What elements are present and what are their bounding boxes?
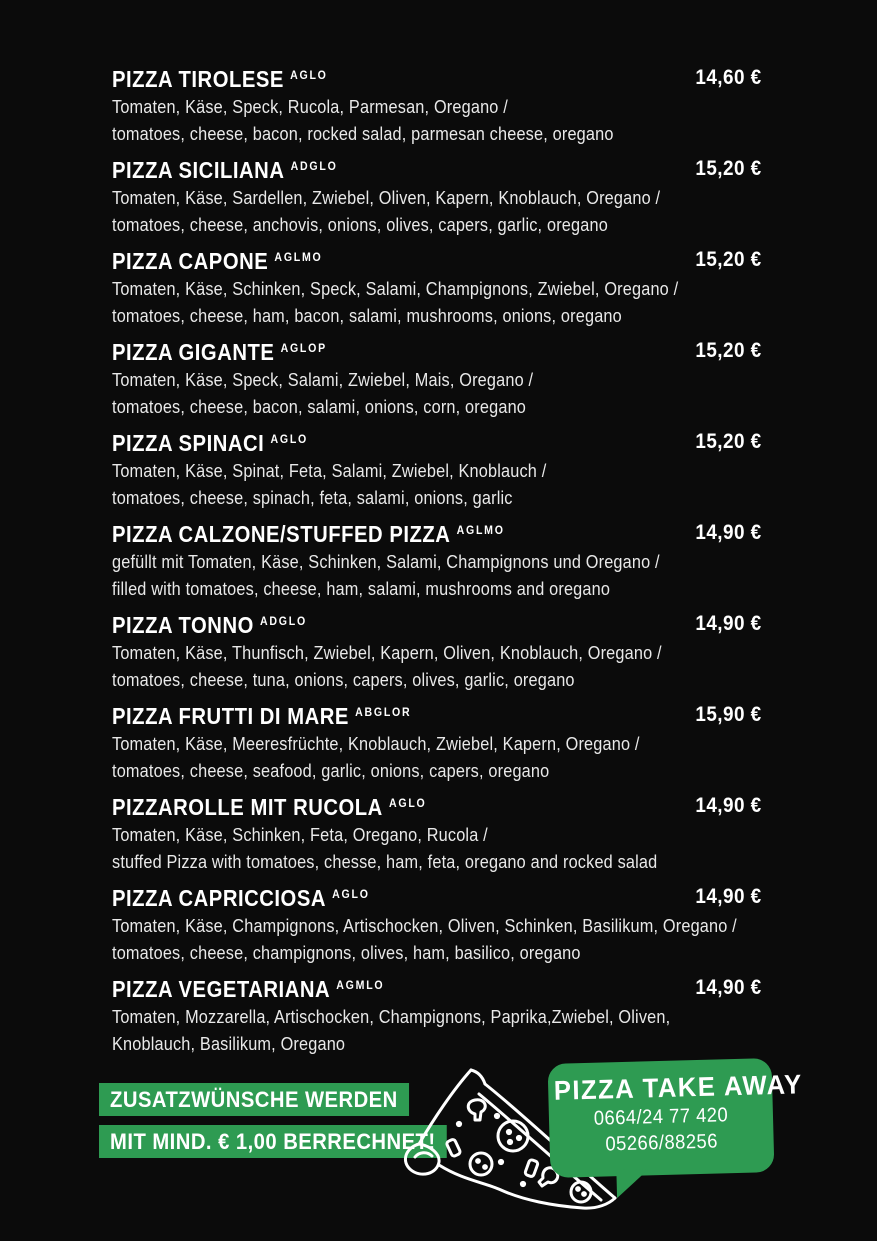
pizza-title: PIZZA VEGETARIANA [112, 976, 331, 1002]
description-line-1: Tomaten, Käse, Thunfisch, Zwiebel, Kapern, Oliven, Knoblauch, Oregano / [112, 642, 662, 663]
description-line-1: Tomaten, Käse, Spinat, Feta, Salami, Zwiebel, Knoblauch / [112, 460, 547, 481]
description-line-2: stuffed Pizza with tomatoes, chesse, ham, feta, oregano and rocked salad [112, 850, 658, 872]
menu-item-text [112, 64, 785, 147]
description-line-1: gefüllt mit Tomaten, Käse, Schinken, Salami, Champignons und Oregano / [112, 551, 660, 572]
description-line-2: tomatoes, cheese, champignons, olives, ham, basilico, oregano [112, 941, 581, 963]
menu-item-title-line [112, 701, 785, 731]
take-away-phone-1: 0664/24 77 420 [593, 1104, 729, 1130]
speech-bubble-tail-icon [616, 1169, 649, 1198]
menu-item [112, 155, 877, 246]
allergen-codes: ABGLOR [355, 705, 412, 719]
surcharge-notice-line-2: MIT MIND. € 1,00 BERRECHNET! [99, 1125, 447, 1158]
description-line-1: Tomaten, Käse, Speck, Rucola, Parmesan, Oregano / [112, 96, 508, 117]
menu-item-text [112, 155, 785, 238]
allergen-codes: AGLMO [456, 523, 505, 537]
pizza-title: PIZZA SPINACI [112, 430, 265, 456]
menu-item-title-line [112, 883, 785, 913]
menu-item-text [112, 428, 785, 511]
description-line-2: Knoblauch, Basilikum, Oregano [112, 1032, 346, 1054]
description-line-1: Tomaten, Käse, Champignons, Artischocken, Oliven, Schinken, Basilikum, Oregano / [112, 915, 737, 936]
pizza-title: PIZZA TONNO [112, 612, 254, 638]
description-line-2: tomatoes, cheese, spinach, feta, salami, onions, garlic [112, 486, 513, 508]
menu-item [112, 428, 877, 519]
menu-item [112, 883, 877, 974]
menu-item-text [112, 883, 785, 966]
pizza-title: PIZZA FRUTTI DI MARE [112, 703, 349, 729]
description-line-1: Tomaten, Käse, Schinken, Speck, Salami, Champignons, Zwiebel, Oregano / [112, 278, 679, 299]
price: 14,90 € [695, 976, 762, 999]
description-line-1: Tomaten, Käse, Meeresfrüchte, Knoblauch, Zwiebel, Kapern, Oregano / [112, 733, 640, 754]
menu-item-text [112, 610, 785, 693]
price: 15,20 € [695, 339, 762, 362]
allergen-codes: AGLO [270, 432, 309, 446]
description-line-2: filled with tomatoes, cheese, ham, salami, mushrooms and oregano [112, 577, 611, 599]
menu-item-title-line [112, 337, 785, 367]
take-away-title: PIZZA TAKE AWAY [553, 1069, 804, 1106]
description-line-1: Tomaten, Käse, Sardellen, Zwiebel, Oliven, Kapern, Knoblauch, Oregano / [112, 187, 661, 208]
menu-item [112, 974, 877, 1065]
description-line-2: tomatoes, cheese, anchovis, onions, olives, capers, garlic, oregano [112, 213, 608, 235]
allergen-codes: AGLO [290, 68, 328, 82]
menu-item-title-line [112, 155, 785, 185]
price: 15,90 € [695, 703, 762, 726]
allergen-codes: AGLOP [280, 341, 327, 355]
menu-item-title-line [112, 246, 785, 276]
price: 15,20 € [695, 157, 762, 180]
description-line-2: tomatoes, cheese, seafood, garlic, onions, capers, oregano [112, 759, 550, 781]
menu-item-title-line [112, 610, 785, 640]
pizza-title: PIZZA TIROLESE [112, 66, 284, 92]
menu-item-text [112, 792, 785, 875]
menu-item [112, 337, 877, 428]
surcharge-notice-line-1: ZUSATZWÜNSCHE WERDEN [99, 1083, 409, 1116]
allergen-codes: ADGLO [290, 159, 338, 173]
allergen-codes: ADGLO [260, 614, 307, 628]
menu-item-title-line [112, 428, 785, 458]
allergen-codes: AGLO [388, 796, 427, 810]
description-line-2: tomatoes, cheese, tuna, onions, capers, olives, garlic, oregano [112, 668, 575, 690]
price: 14,90 € [695, 794, 762, 817]
description-line-1: Tomaten, Käse, Schinken, Feta, Oregano, Rucola / [112, 824, 488, 845]
menu-item [112, 519, 877, 610]
menu-item [112, 610, 877, 701]
pizza-title: PIZZA CAPONE [112, 248, 269, 274]
menu-item-title-line [112, 519, 785, 549]
description-line-1: Tomaten, Käse, Speck, Salami, Zwiebel, Mais, Oregano / [112, 369, 534, 390]
price: 14,60 € [695, 66, 762, 89]
menu-item-text [112, 337, 785, 420]
pizza-title: PIZZA CALZONE/STUFFED PIZZA [112, 521, 451, 547]
menu-item [112, 792, 877, 883]
pizza-title: PIZZA CAPRICCIOSA [112, 885, 327, 911]
pizza-title: PIZZA GIGANTE [112, 339, 275, 365]
take-away-speech-bubble [548, 1058, 804, 1178]
menu-item [112, 701, 877, 792]
menu-item-text [112, 974, 785, 1057]
menu-item-title-line [112, 974, 785, 1004]
description-line-2: tomatoes, cheese, bacon, salami, onions, corn, oregano [112, 395, 527, 417]
menu-item-title-line [112, 792, 785, 822]
pizza-title: PIZZA SICILIANA [112, 157, 285, 183]
menu-item-text [112, 246, 785, 329]
description-line-1: Tomaten, Mozzarella, Artischocken, Champignons, Paprika,Zwiebel, Oliven, [112, 1006, 671, 1027]
menu-item-text [112, 519, 785, 602]
price: 14,90 € [695, 885, 762, 908]
pizza-title: PIZZAROLLE MIT RUCOLA [112, 794, 383, 820]
allergen-codes: AGMLO [336, 978, 385, 992]
allergen-codes: AGLMO [274, 250, 323, 264]
allergen-codes: AGLO [332, 887, 370, 901]
menu-item [112, 64, 877, 155]
price: 14,90 € [695, 521, 762, 544]
menu-item-title-line [112, 64, 785, 94]
menu-list [112, 64, 877, 1065]
menu-item-text [112, 701, 785, 784]
description-line-2: tomatoes, cheese, ham, bacon, salami, mushrooms, onions, oregano [112, 304, 622, 326]
price: 14,90 € [695, 612, 762, 635]
price: 15,20 € [695, 430, 762, 453]
price: 15,20 € [695, 248, 762, 271]
description-line-2: tomatoes, cheese, bacon, rocked salad, parmesan cheese, oregano [112, 122, 614, 144]
take-away-phone-2: 05266/88256 [605, 1130, 719, 1156]
menu-item [112, 246, 877, 337]
